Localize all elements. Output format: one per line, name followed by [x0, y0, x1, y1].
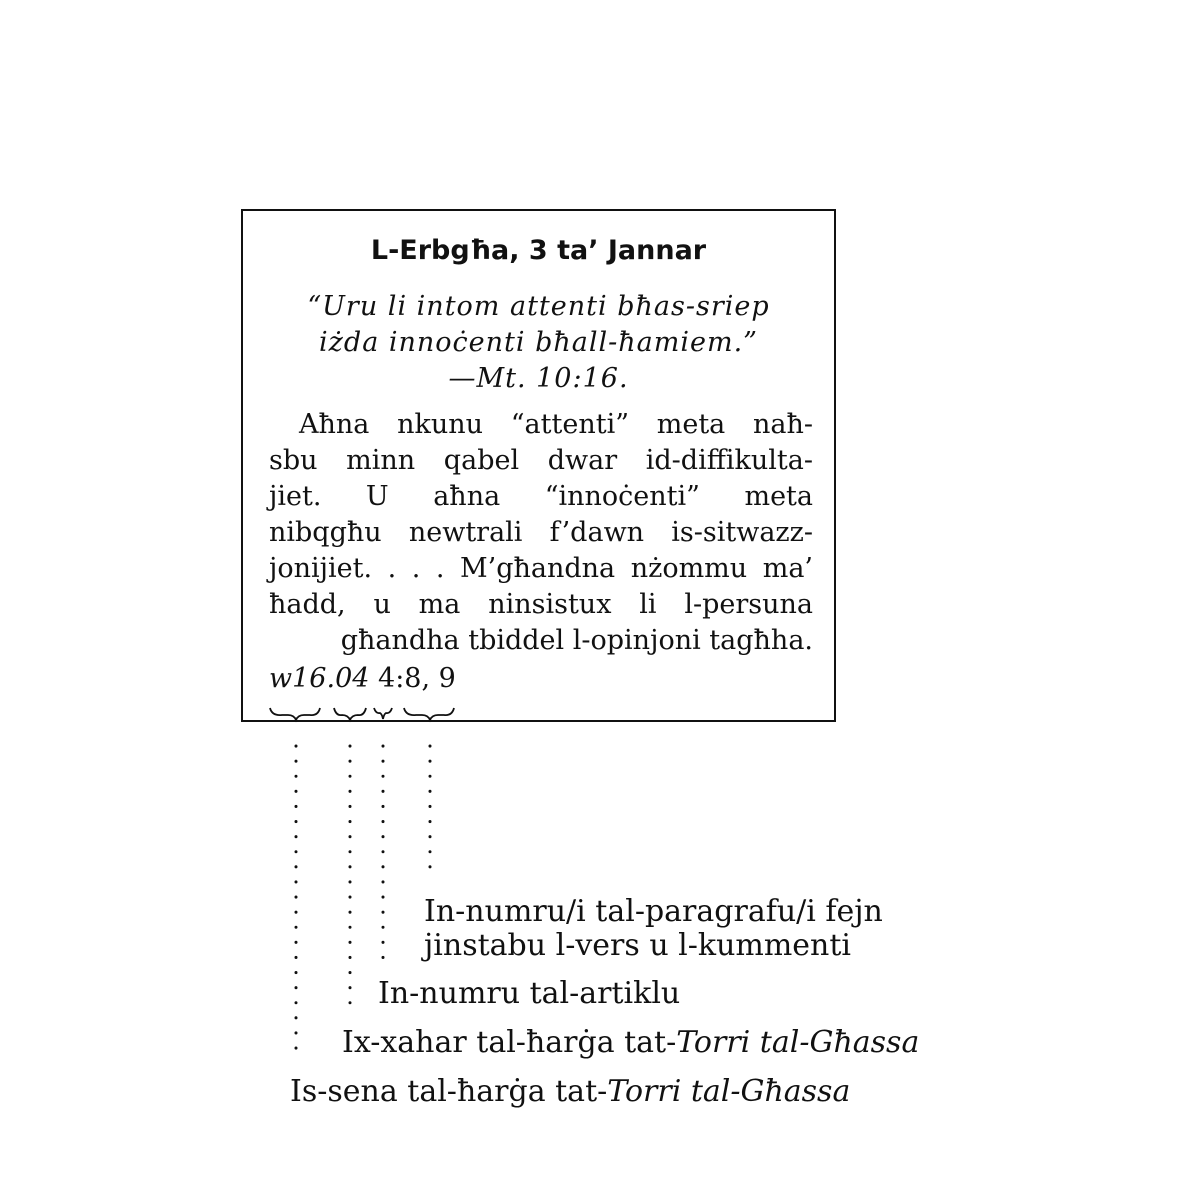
body-line: jonijiet. . . . M’għandna nżommu ma’ [269, 553, 813, 584]
label-month: Ix-xahar tal-ħarġa tat-Torri tal-Għassa [342, 1025, 920, 1060]
body-line: ħadd, u ma ninsistux li l-persuna [269, 589, 813, 620]
body-line: nibqgħu newtrali f’dawn is-sitwazz- [269, 517, 813, 548]
brace-article [374, 708, 392, 719]
label-paragraph-line-2: jinstabu l-vers u l-kummenti [424, 928, 852, 963]
label-article: In-numru tal-artiklu [378, 976, 681, 1011]
scripture-line-1: “Uru li intom attenti bħas-sriep [307, 291, 770, 322]
body-line: Aħna nkunu “attenti” meta naħ- [299, 409, 813, 440]
label-year: Is-sena tal-ħarġa tat-Torri tal-Għassa [290, 1074, 851, 1109]
body-line: sbu minn qabel dwar id-diffikulta- [269, 445, 813, 476]
brace-paragraph [404, 708, 454, 720]
label-paragraph-line-1: In-numru/i tal-paragrafu/i fejn [424, 894, 883, 929]
date-heading: L-Erbgħa, 3 ta’ Jannar [370, 235, 707, 266]
publication-code: w16. [269, 663, 336, 694]
body-line: jiet. U aħna “innoċenti” meta [269, 481, 813, 512]
brace-year [270, 708, 320, 720]
scripture-reference: —Mt. 10:16. [448, 363, 629, 394]
brace-month [334, 708, 366, 720]
issue-number: 04 [335, 663, 370, 694]
body-line: għandha tbiddel l-opinjoni tagħha. [340, 625, 813, 656]
scripture-line-2: iżda innoċenti bħall-ħamiem.” [319, 327, 758, 358]
article-paragraph: 4:8, 9 [378, 663, 456, 694]
